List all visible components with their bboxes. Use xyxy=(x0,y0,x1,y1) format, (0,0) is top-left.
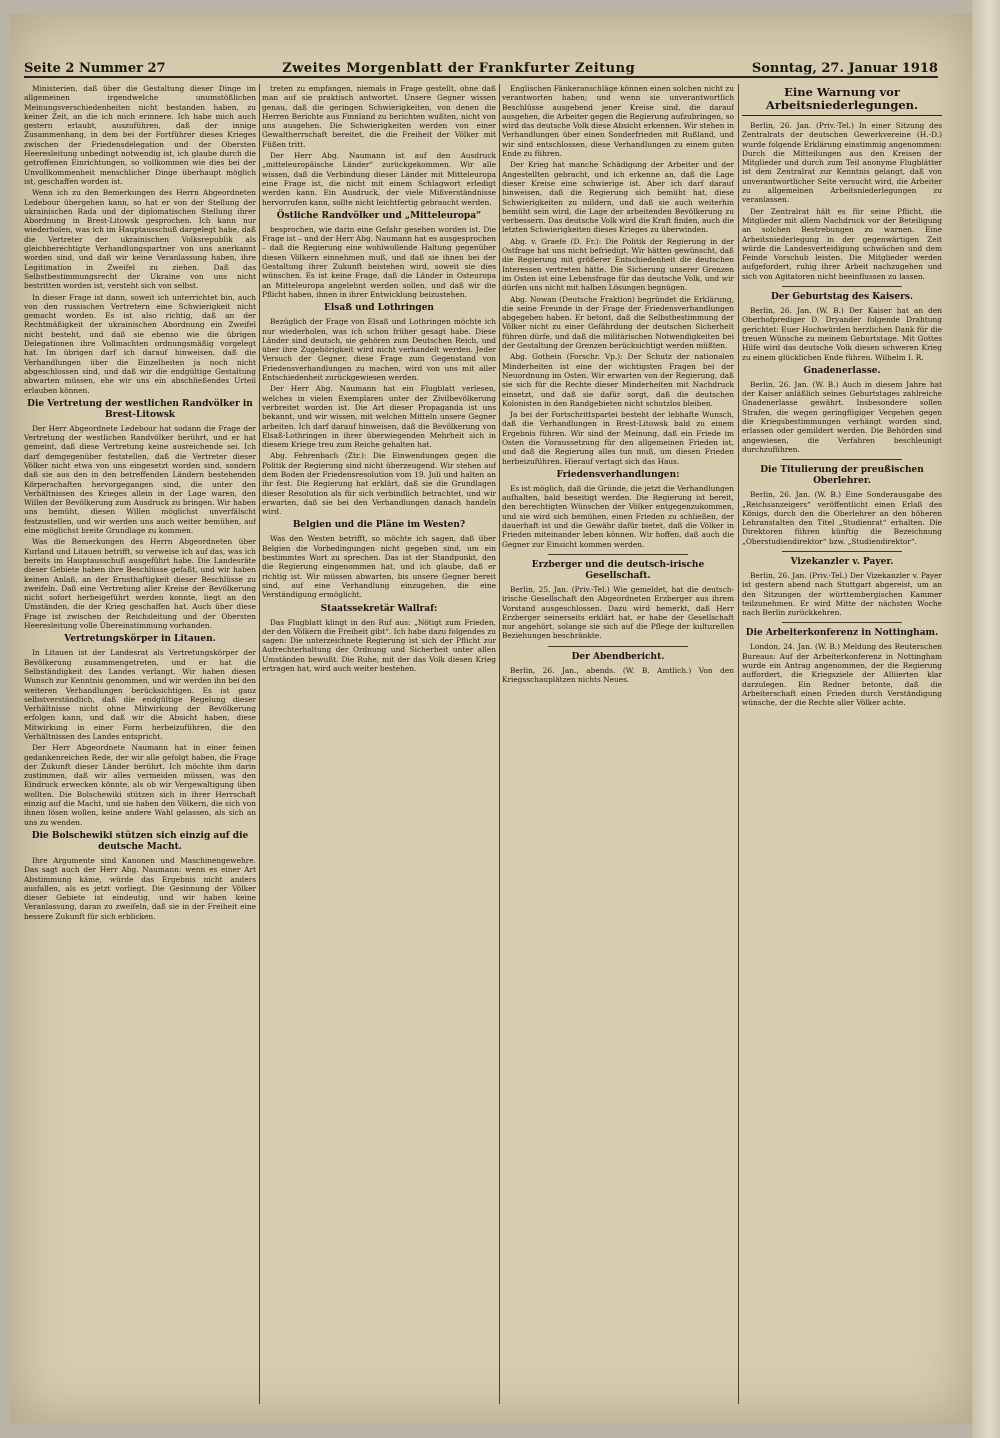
paragraph: Abg. Nowan (Deutsche Fraktion) begründet die Erklärung, die seine Freunde in der Frage der Friedensverhandlungen abgegeben haben. Er betont, daß die Selbstbestimmung der Völker nicht zu einer Gefährdung der deutschen Sicherheit führen dürfe, und daß die militärischen Notwendigkeiten bei der Gestaltung der Grenzen berücksichtigt werden müßten. xyxy=(502,294,734,351)
paragraph: besprochen, wie darin eine Gefahr gesehen worden ist. Die Frage ist – und der Herr Abg. Naumann hat es ausgesprochen – daß die Regierung eine wohlwollende Haltung gegenüber diesen Völkern einnehmen muß, und daß sie ihnen bei der Gestaltung ihrer Zukunft beistehen wird, soweit sie dies wünschen. Es ist keine Frage, daß die Länder in Osteuropa an Mitteleuropa angelehnt werden sollen, und daß wir die Pflicht haben, ihnen in ihrer Entwicklung beizustehen. xyxy=(262,224,496,299)
headline: Friedensverhandlungen: xyxy=(556,469,680,480)
paragraph: Ihre Argumente sind Kanonen und Maschinengewehre. Das sagt auch der Herr Abg. Naumann: wenn es einer Art Abstimmung käme, würde das Ergebnis nicht anders ausfallen, als es jetzt vorliegt. Die Gesinnung der Völker dieser Gebiete ist eindeutig, und wir haben keine Veranlassung, daran zu zweifeln, daß sie in der Freiheit eine bessere Zukunft für sich erblicken. xyxy=(24,855,256,921)
paragraph: Ja bei der Fortschrittspartei besteht der lebhafte Wunsch, daß die Verhandlungen in Brest-Litowsk bald zu einem Ergebnis führen. Wir sind der Meinung, daß ein Friede im Osten die Voraussetzung für den allgemeinen Frieden ist, und daß die Regierung alles tun muß, um diesen Frieden herbeizuführen. Hierauf vertagt sich das Haus. xyxy=(502,410,734,466)
column-rule xyxy=(738,84,739,1404)
paragraph: Berlin, 26. Jan. (Priv.-Tel.) Der Vizekanzler v. Payer ist gestern abend nach Stuttgart abgereist, um an den Sitzungen der württembergischen Kammer teilzunehmen. Er wird Mitte der nächsten Woche nach Berlin zurückkehren. xyxy=(742,570,942,618)
divider xyxy=(782,286,902,287)
headline: Der Geburtstag des Kaisers. xyxy=(770,292,914,303)
paragraph: Das Flugblatt klingt in den Ruf aus: „Nötigt zum Frieden, der den Völkern die Freiheit gibt“. Ich habe dazu folgendes zu sagen: Die unterzeichnete Regierung ist sich der Pflicht zur Aufrechterhaltung der Ordnung und Sicherheit unter allen Umständen bewußt. Die Ruhe, mit der das Volk diesen Krieg ertragen hat, wird auch weiter bestehen. xyxy=(262,617,496,674)
paragraph: Abg. Fehrenbach (Ztr.): Die Einwendungen gegen die Politik der Regierung sind nicht überzeugend. Wir stehen auf dem Boden der Friedensresolution vom 19. Juli und halten an ihr fest. Die Regierung hat erklärt, daß sie die Grundlagen dieser Resolution als für sich verbindlich betrachtet, und wir erwarten, daß sie bei den Verhandlungen danach handeln wird. xyxy=(262,451,496,517)
paragraph: Berlin, 26. Jan., abends. (W. B. Amtlich.) Von den Kriegsschauplätzen nichts Neues. xyxy=(502,665,734,685)
column-rule xyxy=(259,84,260,1404)
lead-headline: Eine Warnung vor Arbeitsniederlegungen. xyxy=(742,86,942,116)
page-edge xyxy=(972,0,1000,1438)
paragraph: Berlin, 26. Jan. (W. B.) Der Kaiser hat an den Oberhofprediger D. Dryander folgende Drahtung gerichtet: Euer Hochwürden herzlichen Dank für die treuen Wünsche zu meinem Geburtstage. Mit Gottes Hilfe wird das deutsche Volk diesen schweren Krieg zu einem glücklichen Ende führen. Wilhelm I. R. xyxy=(742,306,942,362)
headline: Die Arbeiterkonferenz in Nottingham. xyxy=(745,628,939,639)
paragraph: Abg. v. Graefe (D. Fr.): Die Politik der Regierung in der Ostfrage hat uns nicht befriedigt. Wir hätten gewünscht, daß die Regierung mit größerer Entschiedenheit die deutschen Interessen vertreten hätte. Die Sicherung unserer Grenzen im Osten ist eine Lebensfrage für das deutsche Volk, und wir dürfen uns nicht mit halben Lösungen begnügen. xyxy=(502,236,734,293)
headline: Belgien und die Pläne im Westen? xyxy=(292,520,466,531)
divider xyxy=(782,622,902,623)
paragraph: Es ist möglich, daß die Gründe, die jetzt die Verhandlungen aufhalten, bald beseitigt werden. Die Regierung ist bereit, den berechtigten Wünschen der Völker entgegenzukommen, und sie wird sich bemühen, einen Frieden zu schließen, der dauerhaft ist und die Gewähr dafür bietet, daß die Völker in Frieden miteinander leben können. Wir hoffen, daß auch die Gegner zur Einsicht kommen werden. xyxy=(502,483,734,549)
paragraph: Der Krieg hat manche Schädigung der Arbeiter und der Angestellten gebracht, und ich erkenne an, daß die Lage dieser Kreise eine schwierige ist. Aber ich darf darauf hinweisen, daß die Regierung sich bemüht hat, diese Schwierigkeiten zu mildern, und daß sie auch weiterhin bemüht sein wird, die Lage der arbeitenden Bevölkerung zu verbessern. Das deutsche Volk wird die Kraft finden, auch die letzten Schwierigkeiten dieses Krieges zu überwinden. xyxy=(502,160,734,235)
headline: Die Titulierung der preußischen Oberlehrer. xyxy=(760,465,924,487)
newspaper-title: Zweites Morgenblatt der Frankfurter Zeitung xyxy=(282,61,636,76)
issue-date: Sonntag, 27. Januar 1918 xyxy=(751,61,938,76)
paragraph: Bezüglich der Frage von Elsaß und Lothringen möchte ich nur wiederholen, was ich schon früher gesagt habe. Diese Länder sind deutsch, sie gehören zum Deutschen Reich, und über ihre Zugehörigkeit wird nicht verhandelt werden. Jeder Versuch der Gegner, diese Frage zum Gegenstand von Friedensverhandlungen zu machen, wird von uns mit aller Entschiedenheit zurückgewiesen werden. xyxy=(262,317,496,383)
paragraph: Ministerien, daß über die Gestaltung dieser Dinge im allgemeinen irgendwelche unumstößlichen Meinungsverschiedenheiten nicht bestanden haben, zu keiner Zeit, an die ich mich erinnere. Ich habe mich auch gestern erlaubt, auszuführen, daß der innige Zusammenhang, in dem bei der Fortführer dieses Krieges zwischen der Friedensdelegation und der Obersten Heeresleitung unbedingt notwendig ist, ich glaube durch die getroffenen Einrichtungen, so vollkommen wie dies bei der Unvollkommenheit menschlicher Dinge überhaupt möglich ist, geschaffen worden ist. xyxy=(24,84,256,186)
column-3 xyxy=(502,84,734,1406)
paragraph: Berlin, 26. Jan. (Priv.-Tel.) In einer Sitzung des Zentralrats der deutschen Gewerkvereine (H.-D.) wurde folgende Erklärung einstimmig angenommen: Durch die Mitteilungen aus den Kreisen der Mitglieder und durch zum Teil anonyme Flugblätter ist dem Zentralrat zur Kenntnis gelangt, daß von unverantwortlicher Seite versucht wird, die Arbeiter zu allgemeinen Arbeitsniederlegungen zu veranlassen. xyxy=(742,121,942,205)
paragraph: Was den Westen betrifft, so möchte ich sagen, daß über Belgien die Vorbedingungen nicht gegeben sind, um ein bestimmtes Wort zu sprechen. Das ist der Standpunkt, den die Regierung eingenommen hat, und ich glaube, daß er richtig ist. Wir müssen abwarten, bis unsere Gegner bereit sind, auf eine Verhandlung einzugehen, die eine Verständigung ermöglicht. xyxy=(262,534,496,600)
paragraph: In dieser Frage ist dann, soweit ich unterrichtet bin, auch von den russischen Vertretern eine Schwierigkeit nicht gemacht worden. Es ist also richtig, daß an der Rechtmäßigkeit der ukrainischen Abordnung ein Zweifel nicht besteht, und daß sie ebenso wie die übrigen Delegationen ihre Vollmachten ordnungsmäßig vorgelegt hat. Im übrigen darf ich darauf hinweisen, daß die Verhandlungen über die Einzelheiten ja noch nicht abgeschlossen sind, und daß wir die endgültige Gestaltung abwarten müssen, ehe wir uns ein abschließendes Urteil erlauben können. xyxy=(24,292,256,395)
headline: Elsaß und Lothringen xyxy=(324,303,434,314)
paragraph: Der Herr Abgeordnete Naumann hat in einer feinen gedankenreichen Rede, der wir alle gefolgt haben, die Frage der Zukunft dieser Länder berührt. Ich möchte ihm darin zustimmen, daß wir alles vermeiden müssen, was den Eindruck erwecken könnte, als ob wir Vergewaltigung üben wollten. Die Bolschewiki stützen sich in ihrer Herrschaft einzig auf die Macht, und sie haben den Völkern, die sich von ihnen lösen wollen, keine andere Wahl gelassen, als sich an uns zu wenden. xyxy=(24,743,256,827)
paragraph: Der Zentralrat hält es für seine Pflicht, die Mitglieder mit allem Nachdruck vor der Beteiligung an solchen Bestrebungen zu warnen. Eine Arbeitsniederlegung in der gegenwärtigen Zeit würde die Landesverteidigung schwächen und dem Feinde Vorschub leisten. Die Mitglieder werden aufgefordert, ruhig ihrer Arbeit nachzugehen und sich von Agitatoren nicht beeinflussen zu lassen. xyxy=(742,206,942,281)
column-2 xyxy=(262,84,496,1406)
paragraph: London, 24. Jan. (W. B.) Meldung des Reuterschen Bureaus: Auf der Arbeiterkonferenz in Nottingham wurde ein Antrag angenommen, der die Regierung auffordert, die Kriegsziele der Alliierten klar darzulegen. Ein Redner betonte, daß die Arbeiterschaft einen Frieden durch Verständigung wünsche, der die Rechte aller Völker achte. xyxy=(742,642,942,708)
headline: Die Bolschewiki stützen sich einzig auf die deutsche Macht. xyxy=(31,830,249,852)
paragraph: treten zu empfangen, niemals in Frage gestellt, ohne daß man auf sie praktisch antwortet. Unsere Gegner wissen genau, daß die geringen Schwierigkeiten, von denen die Herren Berichte aus Finnland zu berichten wußten, nicht von uns ausgehen. Die Schwierigkeiten werden von einer Gewaltherrschaft bereitet, die die Freiheit der Völker mit Füßen tritt. xyxy=(262,84,496,149)
divider xyxy=(782,459,902,460)
paragraph: Berlin, 26. Jan. (W. B.) Eine Sonderausgabe des „Reichsanzeigers“ veröffentlicht einen Erlaß des Königs, durch den die Oberlehrer an den höheren Lehranstalten den Titel „Studienrat“ erhalten. Die Direktoren führen künftig die Bezeichnung „Oberstudiendirektor“ bzw. „Studiendirektor“. xyxy=(742,490,942,546)
paragraph: Abg. Gothein (Forschr. Vp.): Der Schutz der nationalen Minderheiten ist eine der wichtigsten Fragen bei der Neuordnung im Osten. Wir erwarten von der Regierung, daß sie sich für die Rechte dieser Minderheiten mit Nachdruck einsetzt, und daß sie dafür sorgt, daß die deutschen Kolonisten in den Randgebieten nicht schutzlos bleiben. xyxy=(502,352,734,408)
page-number: Seite 2 Nummer 27 xyxy=(24,61,166,76)
paragraph: Der Herr Abgeordnete Ledebour hat sodann die Frage der Vertretung der westlichen Randvölker berührt, und er hat gemeint, daß diese Vertretung keine ausreichende sei. Ich darf demgegenüber feststellen, daß die Vertreter dieser Völker nicht etwa von uns eingesetzt worden sind, sondern daß sie aus den in den betreffenden Ländern bestehenden Körperschaften hervorgegangen sind, die unter den Verhältnissen des Krieges allein in der Lage waren, den Willen der Bevölkerung zum Ausdruck zu bringen. Wir haben uns bemüht, diesen Willen möglichst unverfälscht festzustellen, und wir werden uns auch weiter bemühen, auf eine möglichst breite Grundlage zu kommen. xyxy=(24,423,256,536)
headline: Gnadenerlasse. xyxy=(803,365,881,376)
headline: Staatssekretär Wallraf: xyxy=(320,603,438,614)
paragraph: Wenn ich zu den Bemerkungen des Herrn Abgeordneten Ledebour übergehen kann, so hat er von der Stellung der ukrainischen Rada und der diplomatischen Stellung ihrer Abordnung in Brest-Litowsk gesprochen. Ich kann nur wiederholen, was ich im Hauptausschuß dargelegt habe, daß die Vertreter der ukrainischen Volksrepublik als gleichberechtigte Verhandlungspartner von uns anerkannt worden sind, und daß wir keine Veranlassung haben, ihre Legitimation in Zweifel zu ziehen. Daß das Selbstbestimmungsrecht der Ukraine von uns nicht bestritten worden ist, versteht sich von selbst. xyxy=(24,188,256,291)
column-4 xyxy=(742,84,942,1406)
paragraph: Was die Bemerkungen des Herrn Abgeordneten über Kurland und Litauen betrifft, so verweise ich auf das, was ich bereits im Hauptausschuß ausgeführt habe. Die Landesräte dieser Gebiete haben ihre Beschlüsse gefaßt, und wir haben keinen Anlaß, an der Ernsthaftigkeit dieser Beschlüsse zu zweifeln. Daß eine Vertretung aller Kreise der Bevölkerung nicht sofort herbeigeführt werden konnte, liegt an den Umständen, die der Krieg geschaffen hat. Auch über diese Frage ist zwischen der Reichsleitung und der Obersten Heeresleitung volle Übereinstimmung vorhanden. xyxy=(24,537,256,631)
paragraph: Der Herr Abg. Naumann hat ein Flugblatt verlesen, welches in vielen Exemplaren unter der Zivilbevölkerung verbreitet worden ist. Die Art dieser Propaganda ist uns bekannt, und wir wissen, mit welchen Mitteln unsere Gegner arbeiten. Ich darf darauf hinweisen, daß die Bevölkerung von Elsaß-Lothringen in ihrer überwiegenden Mehrheit sich in diesem Kriege treu zum Reiche gehalten hat. xyxy=(262,384,496,450)
paragraph: In Litauen ist der Landesrat als Vertretungskörper der Bevölkerung zusammengetreten, und er hat die Selbständigkeit des Landes verlangt. Wir haben diesen Wunsch zur Kenntnis genommen, und wir werden ihn bei den weiteren Verhandlungen berücksichtigen. Es ist ganz selbstverständlich, daß die endgültige Regelung dieser Verhältnisse nicht ohne Mitwirkung der Bevölkerung erfolgen kann, und daß wir die Absicht haben, diese Mitwirkung in einer Form herbeizuführen, die den Verhältnissen des Landes entspricht. xyxy=(24,648,256,741)
headline: Die Vertretung der westlichen Randvölker in Brest-Litowsk xyxy=(27,398,253,420)
paragraph: Berlin, 26. Jan. (W. B.) Auch in diesem Jahre hat der Kaiser anläßlich seines Geburtstages zahlreiche Gnadenerlasse gewährt. Insbesondere sollen Strafen, die wegen geringfügiger Vergehen gegen die Kriegsbestimmungen verhängt worden sind, erlassen oder gemildert werden. Die Behörden sind angewiesen, die Verfahren beschleunigt durchzuführen. xyxy=(742,379,942,454)
paragraph: Berlin, 25. Jan. (Priv.-Tel.) Wie gemeldet, hat die deutsch-irische Gesellschaft den Abgeordneten Erzberger aus ihrem Vorstand ausgeschlossen. Dazu wird bemerkt, daß Herr Erzberger seinerseits erklärt hat, er habe der Gesellschaft nur angehört, solange sie sich auf die Pflege der kulturellen Beziehungen beschränkte. xyxy=(502,584,734,641)
headline: Erzberger und die deutsch-irische Gesellschaft. xyxy=(531,559,705,581)
paragraph: Der Herr Abg. Naumann ist auf den Ausdruck „mitteleuropäische Länder“ zurückgekommen. Wir alle wissen, daß die Verbindung dieser Länder mit Mitteleuropa eine Frage ist, die nicht mit einem Schlagwort erledigt werden kann. Ein Ausdruck, der viele Mißverständnisse hervorrufen kann, sollte nicht leichtfertig gebraucht werden. xyxy=(262,151,496,207)
headline: Östliche Randvölker und „Mitteleuropa“ xyxy=(276,210,482,221)
newspaper-page xyxy=(10,14,972,1424)
column-rule xyxy=(499,84,500,1404)
paragraph: Englischen Fänkeranschläge können einen solchen nicht zu verantworten haben; und wenn sie unverantwortlich Beschlüsse ausgebend jener Kreise sind, die darauf ausgehen, die Arbeiter gegen die Regierung aufzubringen, so wird das deutsche Volk diese Absicht erkennen. Wir stehen in Verhandlungen über einen Sonderfrieden mit Rußland, und wir sind entschlossen, diese Verhandlungen zu einem guten Ende zu führen. xyxy=(502,84,734,159)
headline: Vizekanzler v. Payer. xyxy=(790,556,894,567)
page-header xyxy=(24,50,938,78)
divider xyxy=(782,551,902,552)
divider xyxy=(548,554,687,555)
headline: Vertretungskörper in Litauen. xyxy=(64,634,216,645)
headline: Der Abendbericht. xyxy=(571,651,665,662)
column-1 xyxy=(24,84,256,1406)
divider xyxy=(548,646,687,647)
